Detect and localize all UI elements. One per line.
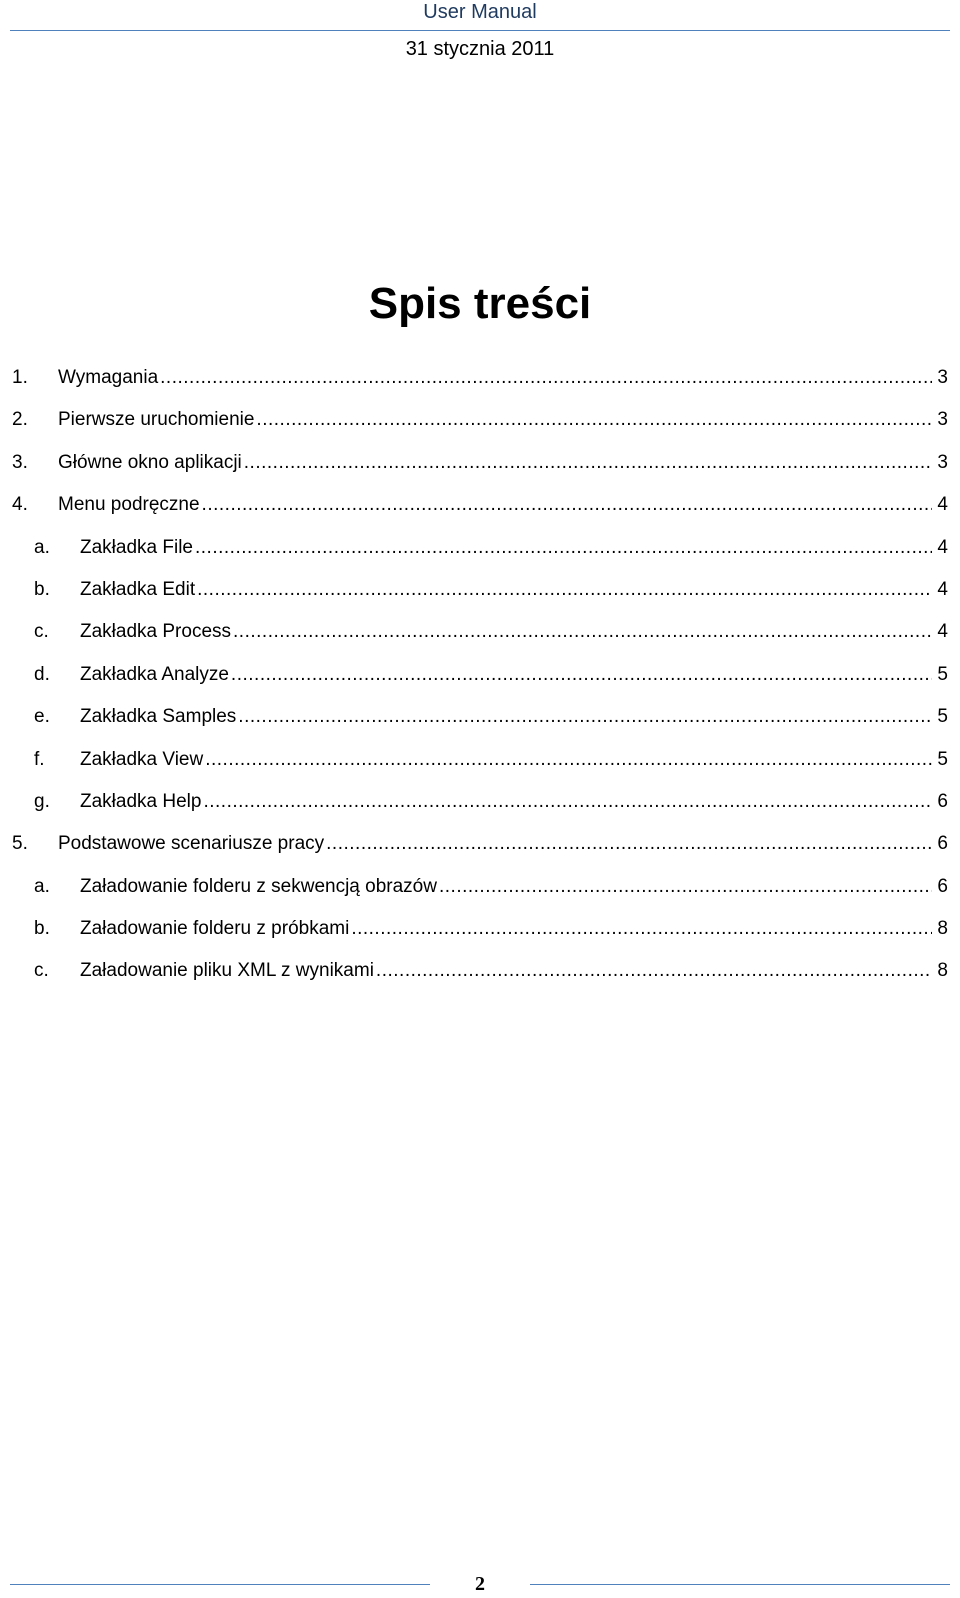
toc-entry[interactable] <box>12 578 948 620</box>
toc-entry-number: g. <box>34 790 50 812</box>
table-of-contents <box>12 366 948 1002</box>
toc-entry-page: 6 <box>937 875 948 897</box>
toc-entry-text: Zakładka View <box>80 748 204 770</box>
toc-entry-text: Menu podręczne <box>58 494 200 516</box>
toc-entry-text: Podstawowe scenariusze pracy <box>58 833 325 855</box>
toc-entry-page: 4 <box>937 536 948 558</box>
toc-dot-leader <box>197 578 932 602</box>
toc-entry-page: 5 <box>937 663 948 685</box>
toc-entry[interactable] <box>12 620 948 662</box>
toc-entry-number: b. <box>34 578 50 600</box>
toc-entry-page: 6 <box>937 790 948 812</box>
toc-dot-leader <box>439 875 932 899</box>
toc-entry-page: 6 <box>937 833 948 855</box>
toc-dot-leader <box>160 366 932 390</box>
toc-entry-text: Zakładka File <box>80 536 193 558</box>
toc-entry-number: 3. <box>12 451 28 473</box>
toc-dot-leader <box>205 748 932 772</box>
toc-entry-number: c. <box>34 621 49 643</box>
footer-divider-right <box>530 1584 950 1585</box>
toc-dot-leader <box>351 917 932 941</box>
toc-dot-leader <box>256 408 932 432</box>
toc-entry[interactable] <box>12 493 948 535</box>
toc-dot-leader <box>376 959 932 983</box>
toc-entry-text: Wymagania <box>58 367 159 388</box>
toc-entry-text: Załadowanie folderu z sekwencją obrazów <box>80 875 437 897</box>
toc-entry[interactable] <box>12 451 948 493</box>
toc-entry[interactable] <box>12 790 948 832</box>
toc-entry-text: Zakładka Edit <box>80 578 196 600</box>
toc-entry[interactable] <box>12 366 948 408</box>
toc-entry[interactable] <box>12 748 948 790</box>
toc-entry[interactable] <box>12 875 948 917</box>
toc-entry-number: f. <box>34 748 45 770</box>
toc-entry-number: 5. <box>12 833 28 855</box>
toc-dot-leader <box>326 832 932 856</box>
toc-entry-number: a. <box>34 536 50 558</box>
toc-entry-page: 4 <box>937 494 948 516</box>
header-divider <box>10 30 950 31</box>
toc-dot-leader <box>202 493 932 517</box>
toc-entry-page: 4 <box>937 578 948 600</box>
toc-entry-text: Pierwsze uruchomienie <box>58 409 255 431</box>
toc-entry-number: b. <box>34 918 50 940</box>
toc-entry-page: 4 <box>937 621 948 643</box>
toc-dot-leader <box>238 705 932 729</box>
toc-entry-text: Zakładka Process <box>80 621 232 643</box>
toc-entry[interactable] <box>12 408 948 450</box>
toc-entry-page: 3 <box>937 451 948 473</box>
toc-entry-number: a. <box>34 875 50 897</box>
toc-entry-number: 2. <box>12 409 28 431</box>
toc-dot-leader <box>195 536 932 560</box>
page-header <box>0 0 960 60</box>
toc-entry-number: e. <box>34 706 50 728</box>
toc-entry-number: 1. <box>12 367 28 388</box>
toc-entry[interactable] <box>12 832 948 874</box>
toc-entry[interactable] <box>12 663 948 705</box>
toc-entry-page: 8 <box>937 918 948 940</box>
toc-dot-leader <box>203 790 932 814</box>
toc-entry-page: 8 <box>937 960 948 982</box>
page-footer <box>0 1570 960 1598</box>
toc-entry-page: 3 <box>937 409 948 431</box>
toc-dot-leader <box>233 620 932 644</box>
toc-entry[interactable] <box>12 536 948 578</box>
toc-entry-text: Załadowanie folderu z próbkami <box>80 918 350 940</box>
toc-entry-number: c. <box>34 960 49 982</box>
toc-entry[interactable] <box>12 959 948 1001</box>
footer-divider-left <box>10 1584 430 1585</box>
toc-entry-text: Załadowanie pliku XML z wynikami <box>80 960 374 982</box>
toc-entry-page: 3 <box>937 367 948 388</box>
footer-page-number: 2 <box>475 1573 485 1595</box>
toc-entry[interactable] <box>12 917 948 959</box>
header-title: User Manual <box>423 1 537 23</box>
toc-entry[interactable] <box>12 705 948 747</box>
toc-title: Spis treści <box>368 279 592 328</box>
toc-entry-text: Zakładka Analyze <box>80 663 229 685</box>
toc-entry-page: 5 <box>937 706 948 728</box>
toc-entry-text: Główne okno aplikacji <box>58 451 242 473</box>
toc-entry-text: Zakładka Help <box>80 790 202 812</box>
toc-entry-page: 5 <box>937 748 948 770</box>
toc-dot-leader <box>244 451 932 475</box>
toc-entry-text: Zakładka Samples <box>80 706 237 728</box>
toc-entry-number: d. <box>34 663 50 685</box>
toc-dot-leader <box>231 663 932 687</box>
toc-entry-number: 4. <box>12 494 28 516</box>
header-date: 31 stycznia 2011 <box>405 38 555 60</box>
